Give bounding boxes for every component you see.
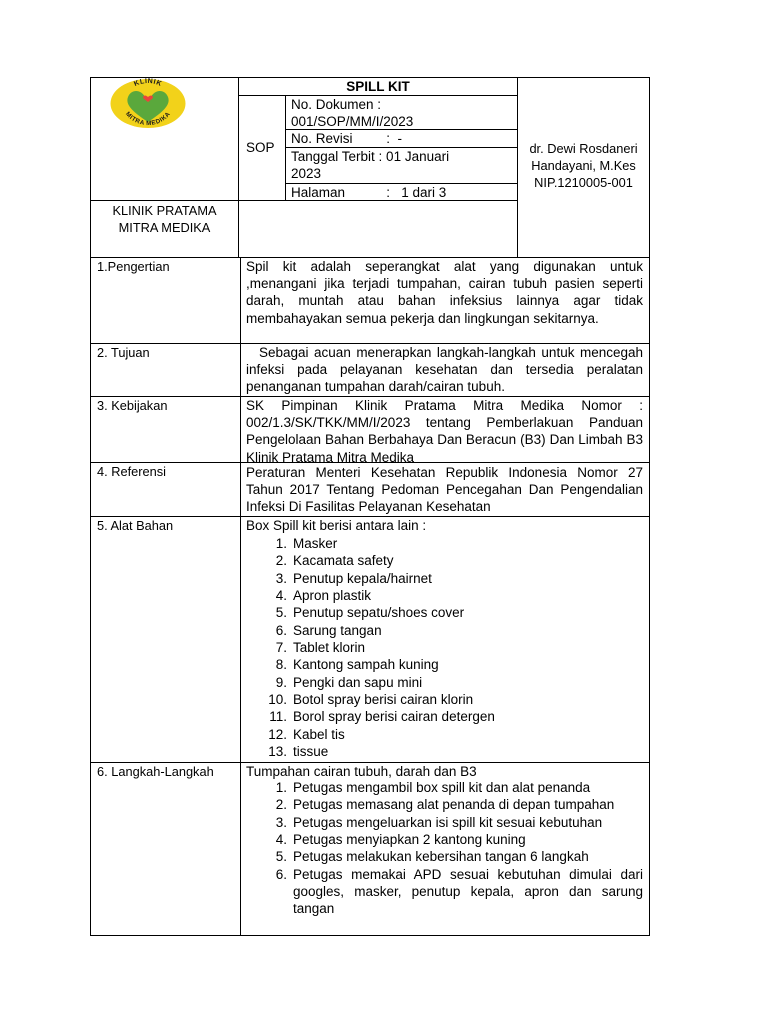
text-tujuan: Sebagai acuan menerapkan langkah-langkah untuk mencegah infeksi pada pelayanan kesehatan dan tersedia peralatan penanganan tumpahan darah/cairan tubuh. (246, 345, 643, 395)
list-item: 3. Penutup kepala/hairnet (275, 570, 432, 586)
table-border-bottom (90, 935, 650, 936)
list-item: 10. Botol spray berisi cairan klorin (268, 692, 474, 708)
logo-text-bottom: MITRA MEDIKA (124, 110, 172, 128)
divider-logo (238, 77, 239, 257)
field-tanggal-terbit (291, 148, 515, 182)
list-item: 5. Penutup sepatu/shoes cover (275, 605, 465, 621)
clinic-name: KLINIK PRATAMA MITRA MEDIKA (112, 203, 217, 235)
label-langkah: 6. Langkah-Langkah (97, 764, 214, 779)
field-no-revisi: No. Revisi : - (291, 131, 403, 146)
sop-label: SOP (246, 140, 275, 155)
list-item: 11. Borol spray berisi cairan detergen (269, 709, 495, 725)
field-no-dokumen (291, 96, 515, 130)
list-item: 8. Kantong sampah kuning (275, 657, 439, 673)
list-item: 4. Apron plastik (275, 588, 372, 604)
field-no-dokumen-value: 001/SOP/MM/I/2023 (291, 114, 414, 130)
list-item: 13. tissue (268, 744, 329, 760)
list-item: 3. Petugas mengeluarkan isi spill kit sesuai kebutuhan (275, 814, 603, 830)
divider-body-column (240, 257, 241, 936)
field-halaman: Halaman : 1 dari 3 (291, 185, 447, 200)
text-kebijakan: SK Pimpinan Klinik Pratama Mitra Medika Nomor : 002/1.3/SK/TKK/MM/I/2023 tentang Pemberlakuan Panduan Pengelolaan Bahan Berbahaya Dan Beracun (B3) Dan Limbah B3 Klinik Pratama Mitra Medika (246, 398, 643, 465)
text-pengertian: Spil kit adalah seperangkat alat yang digunakan untuk ,menangani jika terjadi tumpahan, cairan tubuh pasien seperti darah, muntah atau bahan infeksius lainnya agar tidak membahayakan semua pekerja dan lingkungan sekitarnya. (246, 259, 643, 326)
list-item: 12. Kabel tis (268, 726, 345, 742)
label-kebijakan: 3. Kebijakan (97, 398, 168, 413)
label-tujuan: 2. Tujuan (97, 345, 150, 360)
field-tanggal-terbit-label: Tanggal Terbit : 01 Januari (291, 149, 450, 164)
list-item: 1. Petugas mengambil box spill kit dan alat penanda (275, 780, 591, 795)
divider-sop (285, 95, 286, 201)
list-item: 9. Pengki dan sapu mini (275, 674, 423, 690)
list-item: 2. Petugas memasang alat penanda di depan tumpahan (275, 797, 615, 813)
label-alat-bahan: 5. Alat Bahan (97, 518, 174, 533)
clinic-logo-graphic (109, 78, 187, 129)
label-pengertian: 1.Pengertian (97, 259, 170, 274)
list-item: 6. Petugas memakai APD sesuai kebutuhan dimulai dari googles, masker, penutup kepala, apron dan sarung tangan (275, 866, 643, 917)
label-referensi: 4. Referensi (97, 464, 166, 479)
list-item: 2. Kacamata safety (275, 553, 394, 569)
signer-block (518, 140, 649, 191)
list-item: 5. Petugas melakukan kebersihan tangan 6 langkah (275, 849, 589, 865)
list-item: 6. Sarung tangan (275, 622, 382, 638)
signer-nip: NIP.1210005-001 (534, 175, 633, 190)
clinic-logo (109, 78, 187, 129)
langkah-list (246, 779, 643, 918)
field-tanggal-terbit-value: 2023 (291, 166, 322, 182)
table-border-left (90, 77, 91, 936)
signer-name: dr. Dewi Rosdaneri (529, 141, 638, 156)
table-border-right (649, 77, 650, 936)
document-title: SPILL KIT (346, 79, 410, 94)
text-referensi: Peraturan Menteri Kesehatan Republik Indonesia Nomor 27 Tahun 2017 Tentang Pedoman Pencegahan Dan Pengendalian Infeksi Di Fasilitas Pelayanan Kesehatan (246, 465, 643, 515)
alat-bahan-list (246, 535, 643, 760)
langkah-intro: Tumpahan cairan tubuh, darah dan B3 (246, 764, 477, 779)
alat-bahan-intro: Box Spill kit berisi antara lain : (246, 518, 427, 533)
list-item: 7. Tablet klorin (275, 640, 366, 656)
logo-text-top: KLINIK (133, 78, 163, 89)
signer-name-2: Handayani, M.Kes (531, 158, 636, 173)
list-item: 1. Masker (275, 536, 338, 551)
field-no-dokumen-label: No. Dokumen : (291, 97, 382, 112)
list-item: 4. Petugas menyiapkan 2 kantong kuning (275, 832, 526, 848)
